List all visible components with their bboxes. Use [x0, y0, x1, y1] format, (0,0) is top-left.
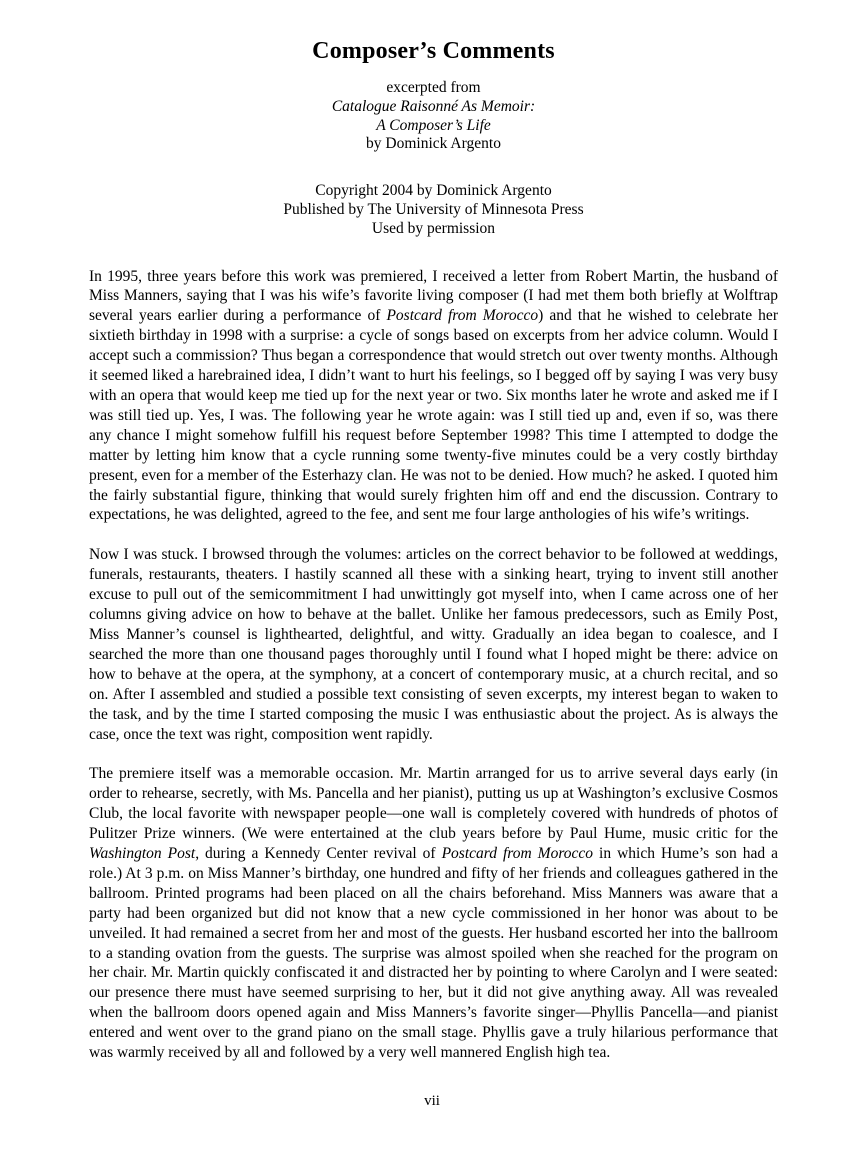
text-run: Now I was stuck. I browsed through the volumes: articles on the correct behavior to be followed at weddings, funerals, restaurants, theaters. I hastily scanned all these with a sinking heart, trying to invent still another excuse to pull out of the semicommitment I had unwittingly got myself into, when I came across one of her columns giving advice on how to behave at the ballet. Unlike her famous predecessors, such as Emily Post, Miss Manner’s counsel is lighthearted, delightful, and witty. Gradually an idea began to coalesce, and I searched the more than one thousand pages thoroughly until I found what I hoped might be there: advice on how to behave at the opera, at the symphony, at a concert of contemporary music, at a church recital, and so on. After I assembled and studied a possible text consisting of seven excerpts, my interest began to waken to the task, and by the time I started composing the music I was enthusiastic about the project. As is always the case, once the text was right, composition went rapidly.	[89, 546, 778, 743]
copyright-line: Used by permission	[371, 219, 496, 237]
text-run: In 1995, three years before this work was premiered, I received a letter from Robert Martin, the husband of Miss Manners, saying that I was his wife’s favorite living composer (I had met them both briefly at Wolftrap several years earlier during a performance of	[89, 267, 778, 325]
subtitle-line: Catalogue Raisonné As Memoir:	[331, 97, 536, 115]
italic-run: Postcard from Morocco	[386, 307, 539, 325]
page-title: Composer’s Comments	[312, 38, 555, 64]
italic-run: Postcard from Morocco	[441, 845, 594, 863]
subtitle-line: excerpted from	[386, 79, 481, 96]
copyright-block	[89, 182, 778, 238]
body-text	[89, 267, 778, 1063]
subtitle-line: A Composer’s Life	[376, 116, 491, 134]
paragraph	[89, 764, 778, 1063]
spacer	[89, 154, 778, 182]
text-run: The premiere itself was a memorable occasion. Mr. Martin arranged for us to arrive several days early (in order to rehearse, secretly, with Ms. Pancella and her pianist), putting us up at Washington’s exclusive Cosmos Club, the local favorite with newspaper people—one wall is completely covered with hundreds of photos of Pulitzer Prize winners. (We were entertained at the club years before by Paul Hume, music critic for the	[89, 765, 778, 843]
paragraph	[89, 267, 778, 526]
page-number: vii	[424, 1093, 440, 1109]
copyright-line: Copyright 2004 by Dominick Argento	[315, 182, 552, 200]
text-run: in which Hume’s son had a role.) At 3 p.m. on Miss Manner’s birthday, one hundred and fifty of her friends and colleagues gathered in the ballroom. Printed programs had been placed on all the chairs beforehand. Miss Manners was aware that a party had been organized but did not know that a new cycle commissioned in her honor was about to be unveiled. It had remained a secret from her and most of the guests. Her husband escorted her into the ballroom to a standing ovation from the guests. The surprise was almost spoiled when she reached for the program on her chair. Mr. Martin quickly confiscated it and distracted her by pointing to where Carolyn and I were seated: our presence there must have seemed surprising to her, but it did not give anything away. All was revealed when the ballroom doors opened again and Miss Manners’s favorite singer—Phyllis Pancella—and pianist entered and went over to the grand piano on the small stage. Phyllis gave a truly hilarious performance that was warmly received by all and followed by a very well mannered English high tea.	[89, 845, 778, 1062]
paragraph	[89, 545, 778, 744]
text-run: , during a Kennedy Center revival of	[195, 845, 442, 863]
italic-run: Washington Post	[89, 845, 196, 863]
spacer	[89, 239, 778, 267]
copyright-line: Published by The University of Minnesota Press	[283, 200, 584, 218]
text-run: ) and that he wished to celebrate her sixtieth birthday in 1998 with a surprise: a cycle of songs based on excerpts from her advice column. Would I accept such a commission? Thus began a correspondence that would stretch out over twenty months. Although it seemed liked a harebrained idea, I didn’t want to hurt his feelings, so I begged off by saying I was very busy with an opera that would keep me tied up for the next year or two. Six months later he wrote and asked me if I was still tied up. Yes, I was. The following year he wrote again: was I still tied up and, even if so, was there any chance I might somehow fulfill his request before September 1998? This time I attempted to dodge the matter by letting him know that a cycle running some twenty-five minutes could be a very costly birthday present, even for a member of the Esterhazy clan. He was not to be denied. How much? he asked. I quoted him the fairly substantial figure, thinking that would surely frighten him off and end the discussion. Contrary to expectations, he was delighted, agreed to the fee, and sent me four large anthologies of his wife’s writings.	[89, 307, 778, 524]
subtitle-block	[89, 79, 778, 154]
subtitle-line: by Dominick Argento	[366, 135, 501, 153]
